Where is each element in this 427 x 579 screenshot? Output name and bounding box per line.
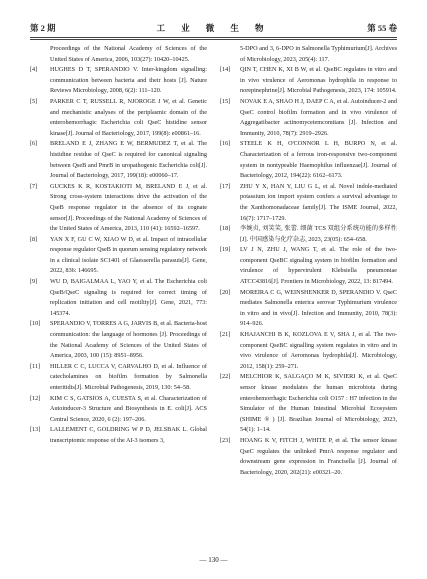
reference-item <box>30 65 207 97</box>
reference-text: PARKER C T, RUSSELL R, NJOROGE J W, et al. Genetic and mechanistic analyses of the periplasmic domain of the enterohemorrhagic Escherichia coli QseC histidine sensor kinase[J]. Journal of Bacteriology, 2017, 199(8): e00861–16. <box>50 97 207 137</box>
reference-item <box>220 97 397 139</box>
reference-number: [14] <box>220 66 231 74</box>
reference-item <box>30 425 207 446</box>
volume-label: 第 55 卷 <box>367 23 397 33</box>
reference-text: 李婉贞, 刘笑笑, 张蕾. 细菌 TCS 双组分系统功能的多样性[J]. 中国感染与化疗杂志, 2023, 23(05): 654–658. <box>240 225 397 243</box>
reference-item <box>220 372 397 436</box>
reference-number: [19] <box>220 246 231 254</box>
reference-number: [16] <box>220 140 231 148</box>
reference-item <box>220 330 397 372</box>
reference-text: MELCHIOR K, SALGAÇO M K, SIVIERI K, et al. QseC sensor kinase modulates the human microbiota during enterohemorrhagic Escherichia coli O157 : H7 infection in the Simulator of the Human Intestinal Microbial Ecosystem (SHIME ® ) [J]. Brazilian Journal of Microbiology, 2023, 54(1): 1–14. <box>240 373 397 434</box>
reference-text: SPERANDIO V, TORRES A G, JARVIS B, et al. Bacteria-host communication: the language of hormones [J]. Proceedings of the National Academy of Sciences of the United States of America, 2003, 100 (15): 8951–8956. <box>50 320 207 360</box>
reference-number: [12] <box>30 394 41 402</box>
reference-number: [7] <box>30 182 38 190</box>
reference-text: KIM C S, GATSIOS A, CUESTA S, et al. Characterization of Autoinducer-3 Structure and Biosynthesis in E. coli[J]. ACS Central Science, 2020, 6 (2): 197–206. <box>50 394 207 423</box>
reference-item <box>30 139 207 181</box>
reference-continuation: Proceedings of the National Academy of Sciences of the United States of America, 2006, 103(27): 10420–10425. <box>50 45 207 63</box>
page-header <box>30 22 397 36</box>
reference-text: HOANG K V, FITCH J, WHITE P, et al. The sensor kinase QseC regulates the unlinked PmrA response regulator and downstream gene expression in Francisella [J]. Journal of Bacteriology, 2020, 202(21): e00321–20. <box>240 436 397 476</box>
reference-number: [18] <box>220 225 231 233</box>
reference-text: ZHU Y X, HAN Y, LIU G L, et al. Novel indole-mediated potassium ion import system confers a survival advantage to the Xanthomonadaceae family[J]. The ISME Journal, 2022, 16(7): 1717–1729. <box>240 182 397 222</box>
reference-item <box>220 436 397 478</box>
reference-text: LALLEMENT C, GOLDRING W P D, JELSBAK L. Global transcriptomic response of the AI-3 isomers 3, <box>50 426 207 444</box>
reference-number: [10] <box>30 320 41 328</box>
reference-item <box>30 182 207 235</box>
reference-number: [9] <box>30 278 38 286</box>
reference-item <box>220 245 397 287</box>
reference-text: MOREIRA C G, WEINSHENKER D, SPERANDIO V. QseC mediates Salmonella enterica serovar Typhimurium virulence in vitro and in vivo[J]. Infection and Immunity, 2010, 78(3): 914–926. <box>240 288 397 328</box>
reference-text: BRELAND E J, ZHANG E W, BERMUDEZ T, et al. The histidine residue of QseC is required for canonical signaling between QseB and PmrB in uropathogenic Escherichia coli[J]. Journal of Bacteriology, 2017, 199(18): e00060–17. <box>50 140 207 180</box>
reference-item <box>30 277 207 319</box>
reference-text: WU D, BAIGALMAA L, YAO Y, et al. The Escherichia coli QseB/QseC signaling is required for correct timing of replication initiation and cell motility[J]. Gene, 2021, 773: 145374. <box>50 278 207 317</box>
left-reference-column <box>30 44 207 447</box>
page-number: — 130 — <box>199 556 228 564</box>
reference-item <box>30 394 207 426</box>
reference-number: [21] <box>220 331 231 339</box>
reference-text: LV J N, ZHU J, WANG T, et al. The role of the two-component QseBC signaling system in biofilm formation and virulence of hypervirulent Klebsiella pneumoniae ATCC43816[J]. Frontiers in Microbiology, 2022, 13: 817494. <box>240 246 397 286</box>
header-rule-thin <box>30 39 397 40</box>
issue-label: 第 2 期 <box>30 23 56 33</box>
reference-item <box>220 182 397 224</box>
reference-continuation: 5-DPO and 3, 6-DPO in Salmonella Typhimurium[J]. Archives of Microbiology, 2023, 205(4): 117. <box>240 45 397 63</box>
reference-text: YAN X F, GU C W, XIAO W D, et al. Impact of intracellular response regulator QseB in quorum sensing regulatory network in a clinical isolate SC1401 of Glaesserella parasuis[J]. Gene, 2022, 836: 146695. <box>50 235 207 275</box>
reference-number: [8] <box>30 235 38 243</box>
reference-text: KHAJANCHI B K, KOZLOVA E V, SHA J, et al. The two-component QseBC signalling system regulates in vitro and in vivo virulence of Aeromonas hydrophila[J]. Microbiology, 2012, 158(1): 259–271. <box>240 331 397 370</box>
reference-item <box>220 288 397 330</box>
reference-item <box>30 97 207 139</box>
journal-title: 工 业 微 生 物 <box>156 23 271 33</box>
reference-text: HILLER C C, LUCCA V, CARVALHO D, et al. Influence of catecholamines on biofilm formation by Salmonella enteritidis[J]. Microbial Pathogenesis, 2019, 130: 54–58. <box>50 362 207 391</box>
reference-item <box>30 235 207 277</box>
reference-text: GUCKES K R, KOSTAKIOTI M, BRELAND E J, et al. Strong cross-system interactions drive the activation of the QseB response regulator in the absence of its cognate sensor[J]. Proceedings of the National Academy of Sciences of the United States of America, 2013, 110 (41): 16592–16597. <box>50 182 207 233</box>
reference-text: QIN T, CHEN K, XI B W, et al. QseBC regulates in vitro and in vivo virulence of Aeromonas hydrophila in response to norepinephrine[J]. Microbial Pathogenesis, 2023, 174: 105914. <box>240 66 397 95</box>
reference-text: HUGHES D T, SPERANDIO V. Inter-kingdom signalling: communication between bacteria and their hosts [J]. Nature Reviews Microbiology, 2008, 6(2): 111–120. <box>50 66 207 95</box>
reference-number: [5] <box>30 97 38 105</box>
reference-text: STEELE K H, O'CONNOR L H, BURPO N, et al. Characterization of a ferrous iron-responsive two-component system in nontypeable Haemophilus influenzae[J]. Journal of Bacteriology, 2012, 194(22): 6162–6173. <box>240 140 397 180</box>
right-reference-column <box>220 44 397 478</box>
reference-number: [23] <box>220 436 231 444</box>
reference-number: [6] <box>30 140 38 148</box>
reference-item <box>220 224 397 245</box>
reference-number: [13] <box>30 426 41 434</box>
reference-item <box>220 65 397 97</box>
reference-number: [20] <box>220 288 231 296</box>
reference-number: [15] <box>220 97 231 105</box>
reference-number: [22] <box>220 373 231 381</box>
reference-number: [17] <box>220 182 231 190</box>
reference-item <box>30 319 207 361</box>
reference-item <box>30 362 207 394</box>
reference-number: [4] <box>30 66 38 74</box>
reference-text: NOVAK E A, SHAO H J, DAEP C A, et al. Autoinducer-2 and QseC control biofilm formation and in vivo virulence of Aggregatibacter actinomycetemcomitans [J]. Infection and Immunity, 2010, 78(7): 2919–2926. <box>240 97 397 137</box>
reference-number: [11] <box>30 362 41 370</box>
reference-item <box>220 139 397 181</box>
header-rule <box>30 37 397 38</box>
